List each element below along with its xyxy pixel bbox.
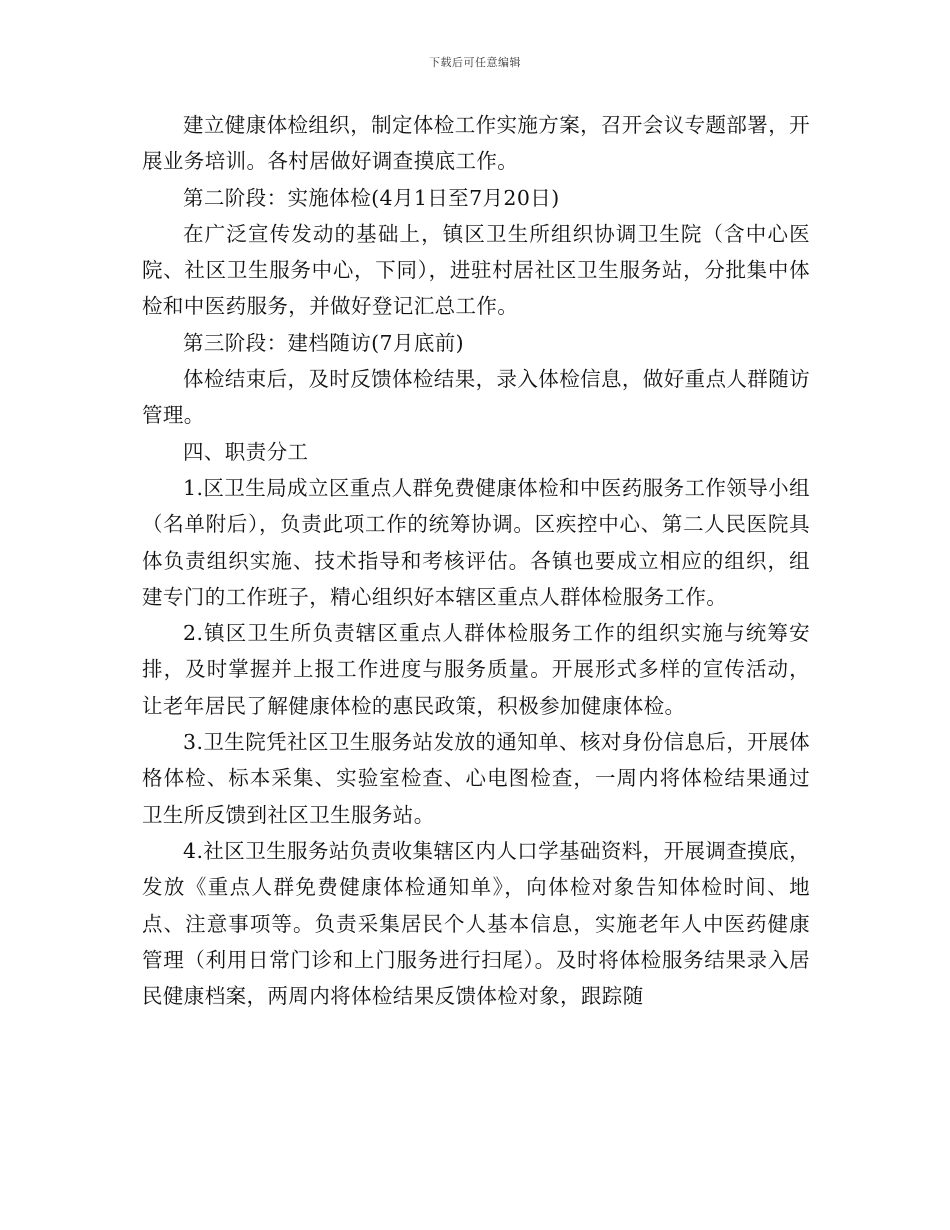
paragraph-responsibility-3: 3.卫生院凭社区卫生服务站发放的通知单、核对身份信息后，开展体格体检、标本采集、实验室检查、心电图检查，一周内将体检结果通过卫生所反馈到社区卫生服务站。 [142,730,810,827]
section-heading-responsibilities: 四、职责分工 [183,439,309,464]
paragraph-responsibility-2: 2.镇区卫生所负责辖区重点人群体检服务工作的组织实施与统筹安排，及时掌握并上报工作进度与服务质量。开展形式多样的宣传活动，让老年居民了解健康体检的惠民政策，积极参加健康体检。 [142,621,810,718]
paragraph-organization-setup: 建立健康体检组织，制定体检工作实施方案，召开会议专题部署，开展业务培训。各村居做好调查摸底工作。 [142,113,810,174]
document-body [142,107,810,1014]
paragraph-stage-two-heading: 第二阶段：实施体检(4月1日至7月20日) [183,185,560,210]
paragraph-responsibility-1: 1.区卫生局成立区重点人群免费健康体检和中医药服务工作领导小组（名单附后），负责此项工作的统筹协调。区疾控中心、第二人民医院具体负责组织实施、技术指导和考核评估。各镇也要成立相应的组织，组建专门的工作班子，精心组织好本辖区重点人群体检服务工作。 [142,475,810,609]
paragraph-stage-two-body: 在广泛宣传发动的基础上，镇区卫生所组织协调卫生院（含中心医院、社区卫生服务中心，下同），进驻村居社区卫生服务站，分批集中体检和中医药服务，并做好登记汇总工作。 [142,221,810,319]
page-header-note: 下载后可任意编辑 [429,56,521,69]
paragraph-stage-three-heading: 第三阶段：建档随访(7月底前) [183,330,465,355]
paragraph-stage-three-body: 体检结束后，及时反馈体检结果，录入体检信息，做好重点人群随访管理。 [142,367,810,428]
paragraph-responsibility-4: 4.社区卫生服务站负责收集辖区内人口学基础资料，开展调查摸底，发放《重点人群免费健康体检通知单》，向体检对象告知体检时间、地点、注意事项等。负责采集居民个人基本信息，实施老年人中医药健康管理（利用日常门诊和上门服务进行扫尾）。及时将体检服务结果录入居民健康档案，两周内将体检结果反馈体检对象，跟踪随 [142,838,810,1009]
